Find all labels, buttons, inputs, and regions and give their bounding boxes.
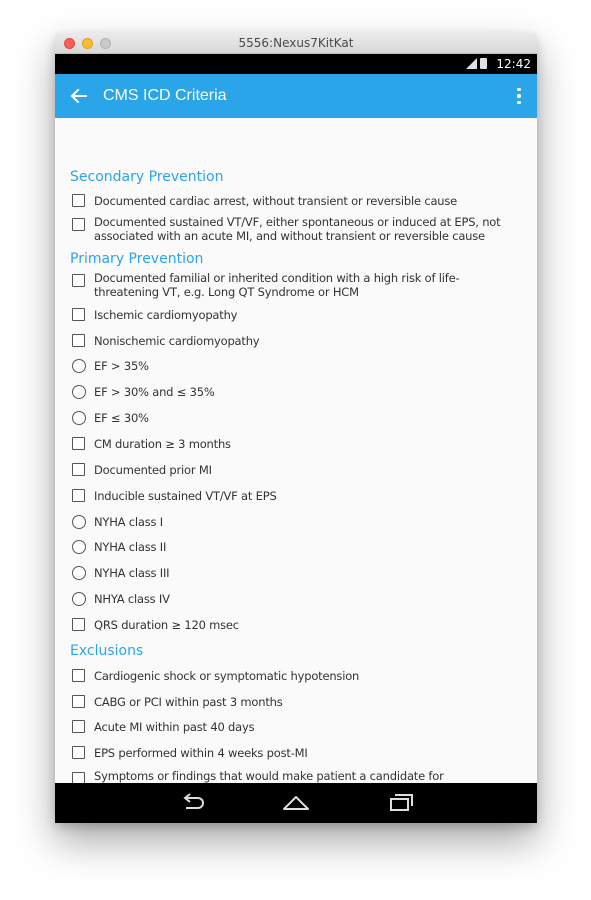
criteria-label: EF > 35% <box>94 359 149 373</box>
nav-recents-icon[interactable] <box>385 792 415 814</box>
radio-button[interactable] <box>72 540 86 554</box>
radio-button[interactable] <box>72 411 86 425</box>
radio-button[interactable] <box>72 592 86 606</box>
radio-button[interactable] <box>72 359 86 373</box>
criteria-label: NYHA class I <box>94 515 163 529</box>
checkbox[interactable] <box>72 489 85 502</box>
checkbox[interactable] <box>72 746 85 759</box>
section-header-exclusions: Exclusions <box>70 643 144 659</box>
checkbox[interactable] <box>72 618 85 631</box>
status-icons <box>466 58 487 69</box>
criteria-item[interactable] <box>72 385 522 399</box>
criteria-item[interactable] <box>72 271 522 299</box>
criteria-item[interactable] <box>72 515 522 529</box>
app-bar <box>55 74 537 118</box>
criteria-item[interactable] <box>72 308 522 322</box>
criteria-item[interactable] <box>72 489 522 503</box>
criteria-item[interactable] <box>72 746 522 760</box>
criteria-label: EF ≤ 30% <box>94 411 149 425</box>
criteria-item[interactable] <box>72 720 522 734</box>
criteria-label: Symptoms or findings that would make patient a candidate for <box>94 769 444 783</box>
section-header-secondary-prevention: Secondary Prevention <box>70 169 224 185</box>
criteria-item[interactable] <box>72 592 522 606</box>
criteria-item[interactable] <box>72 334 522 348</box>
nav-home-icon[interactable] <box>281 792 311 814</box>
arrow-left-icon[interactable] <box>69 85 89 107</box>
criteria-label: Documented familial or inherited condition with a high risk of life-threatening VT, e.g. Long QT Syndrome or HCM <box>94 271 460 299</box>
checkbox[interactable] <box>72 437 85 450</box>
criteria-item[interactable] <box>72 437 522 451</box>
checkbox[interactable] <box>72 720 85 733</box>
checkbox[interactable] <box>72 463 85 476</box>
criteria-label: CM duration ≥ 3 months <box>94 437 231 451</box>
checkbox[interactable] <box>72 695 85 708</box>
emulator-window <box>55 33 537 823</box>
criteria-label: Ischemic cardiomyopathy <box>94 308 238 322</box>
criteria-item[interactable] <box>72 359 522 373</box>
criteria-item[interactable] <box>72 540 522 554</box>
criteria-label: Documented sustained VT/VF, either spontaneous or induced at EPS, not associated with an acute MI, and without transient or reversible cause <box>94 215 501 243</box>
criteria-label: Inducible sustained VT/VF at EPS <box>94 489 277 503</box>
checkbox[interactable] <box>72 334 85 347</box>
criteria-item[interactable] <box>72 215 522 243</box>
criteria-label: NYHA class II <box>94 540 167 554</box>
battery-icon <box>480 58 487 69</box>
criteria-label: Nonischemic cardiomyopathy <box>94 334 260 348</box>
radio-button[interactable] <box>72 515 86 529</box>
criteria-item[interactable] <box>72 463 522 477</box>
criteria-label: EPS performed within 4 weeks post-MI <box>94 746 308 760</box>
criteria-label: Acute MI within past 40 days <box>94 720 255 734</box>
criteria-label: NYHA class III <box>94 566 170 580</box>
criteria-label: Documented cardiac arrest, without transient or reversible cause <box>94 194 458 208</box>
criteria-item[interactable] <box>72 566 522 580</box>
status-time: 12:42 <box>496 57 531 71</box>
criteria-item[interactable] <box>72 411 522 425</box>
criteria-item[interactable] <box>72 194 522 208</box>
checkbox[interactable] <box>72 274 85 287</box>
checkbox[interactable] <box>72 669 85 682</box>
section-header-primary-prevention: Primary Prevention <box>70 251 204 267</box>
checkbox[interactable] <box>72 308 85 321</box>
status-bar <box>55 54 537 74</box>
criteria-item[interactable] <box>72 618 522 632</box>
app-title: CMS ICD Criteria <box>103 87 227 104</box>
criteria-item[interactable] <box>72 669 522 683</box>
window-titlebar <box>55 33 537 54</box>
checkbox[interactable] <box>72 218 85 231</box>
criteria-item[interactable] <box>72 695 522 709</box>
radio-button[interactable] <box>72 566 86 580</box>
criteria-label: CABG or PCI within past 3 months <box>94 695 283 709</box>
criteria-label: Documented prior MI <box>94 463 212 477</box>
nav-back-icon[interactable] <box>178 792 208 814</box>
criteria-label: NHYA class IV <box>94 592 170 606</box>
criteria-label: QRS duration ≥ 120 msec <box>94 618 239 632</box>
criteria-label: Cardiogenic shock or symptomatic hypotension <box>94 669 360 683</box>
signal-icon <box>466 58 477 69</box>
more-vert-icon[interactable] <box>513 85 525 107</box>
criteria-list <box>55 118 537 783</box>
checkbox[interactable] <box>72 194 85 207</box>
radio-button[interactable] <box>72 385 86 399</box>
nav-bar <box>55 783 537 823</box>
criteria-label: EF > 30% and ≤ 35% <box>94 385 215 399</box>
window-title: 5556:Nexus7KitKat <box>238 36 354 50</box>
